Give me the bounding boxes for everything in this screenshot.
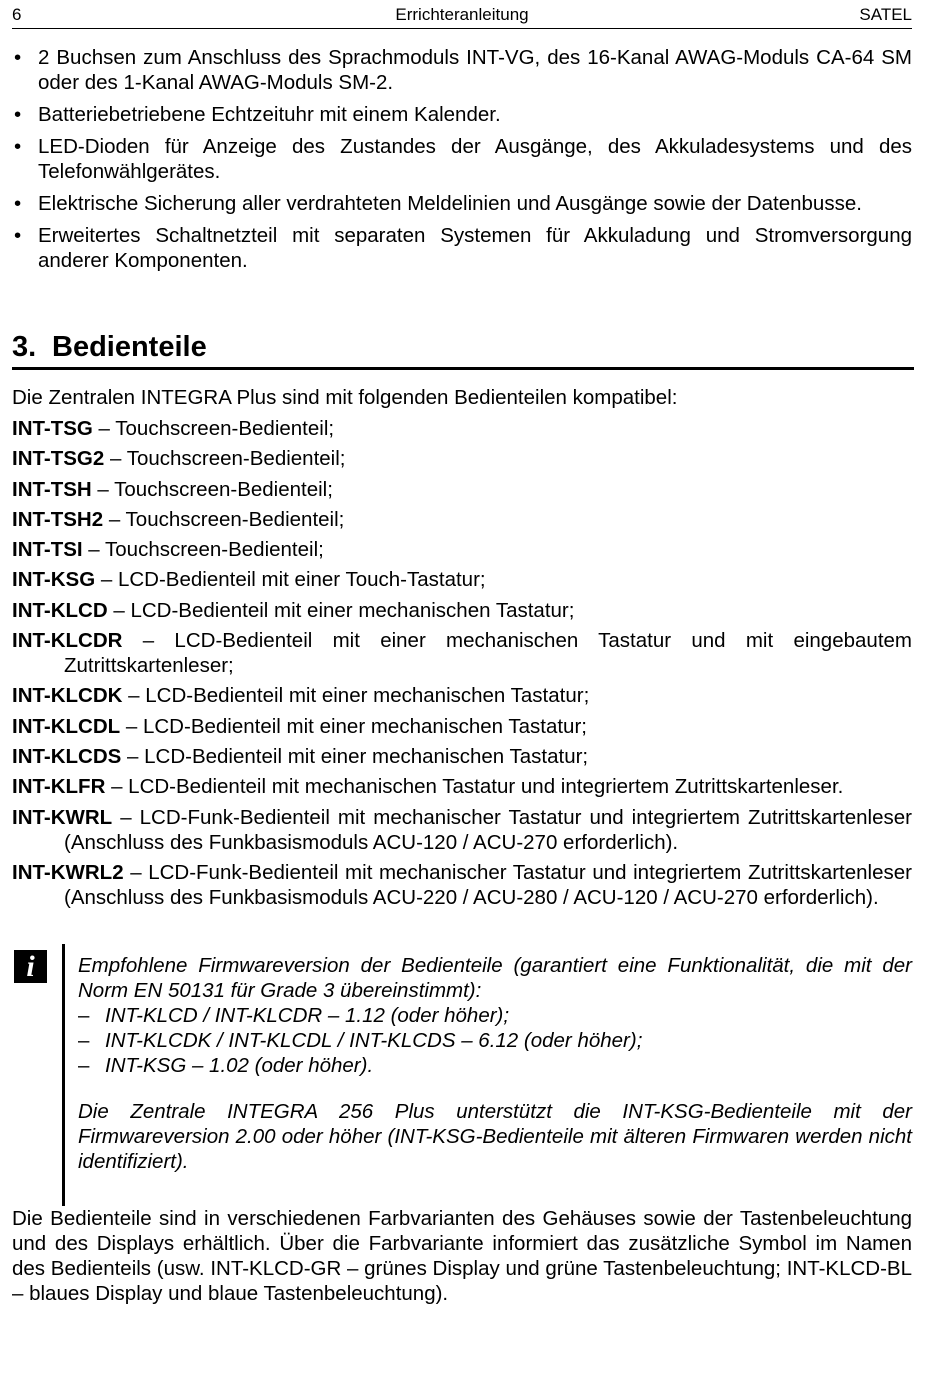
- list-item: [12, 567, 912, 592]
- section-heading: [12, 330, 914, 370]
- list-item: [12, 507, 912, 532]
- document-title: Errichteranleitung: [395, 5, 529, 24]
- note-list-item: – INT-KSG – 1.02 (oder höher).: [78, 1054, 374, 1077]
- dash-marker: –: [78, 1029, 90, 1052]
- list-item: [12, 714, 912, 739]
- model-desc: – Touchscreen-Bedienteil;: [92, 417, 335, 440]
- note-list-item: – INT-KLCD / INT-KLCDR – 1.12 (oder höher);: [78, 1004, 510, 1027]
- list-item: [12, 744, 912, 769]
- dash-marker: –: [78, 1004, 90, 1027]
- info-note: [12, 944, 912, 1206]
- model-desc: – LCD-Bedienteil mit einer mechanischen Tastatur;: [107, 598, 575, 622]
- list-item: [12, 598, 912, 623]
- model-name: INT-KWRL2: [12, 860, 124, 884]
- bullet-icon: •: [14, 103, 22, 126]
- model-name: INT-TSH: [12, 477, 92, 501]
- list-item: • Erweitertes Schaltnetzteil mit separaten Systemen für Akkuladung und Stromversorgung anderer Komponenten.: [14, 224, 912, 272]
- model-desc: – Touchscreen-Bedienteil;: [104, 447, 346, 471]
- model-desc: – LCD-Bedienteil mit einer mechanischen Tastatur;: [122, 684, 590, 708]
- bullet-icon: •: [14, 224, 22, 247]
- model-name: INT-TSG2: [12, 447, 105, 471]
- model-name: INT-KWRL: [12, 805, 113, 829]
- model-desc: – Touchscreen-Bedienteil;: [82, 538, 324, 562]
- model-desc: – LCD-Funk-Bedienteil mit mechanischer Tastatur und integriertem Zutrittskartenleser (Anschluss des Funkbasismoduls ACU-220 / ACU-280 / ACU-120 / ACU-270 erforderlich).: [64, 860, 912, 909]
- model-name: INT-KLCD: [12, 598, 108, 622]
- dash-marker: –: [78, 1054, 90, 1077]
- list-item: [12, 446, 912, 471]
- model-name: INT-KSG: [12, 568, 96, 592]
- closing-paragraph: Die Bedienteile sind in verschiedenen Farbvarianten des Gehäuses sowie der Tastenbeleuchtung und des Displays erhältlich. Über die Farbvariante informiert das zusätzliche Symbol im Namen des Bedienteils (usw. INT-KLCD-GR – grünes Display und grüne Tastenbeleuchtung; INT-KLCD-BL – blaues Display und blaue Tastenbeleuchtung).: [12, 1207, 912, 1305]
- model-desc: – LCD-Bedienteil mit mechanischen Tastatur und integriertem Zutrittskartenleser.: [105, 775, 844, 799]
- list-item: [12, 416, 912, 441]
- intro-paragraph: Die Zentralen INTEGRA Plus sind mit folgenden Bedienteilen kompatibel:: [12, 386, 678, 409]
- section-title: Bedienteile: [52, 331, 207, 363]
- model-name: INT-KLCDS: [12, 744, 122, 768]
- info-icon: i: [14, 950, 47, 983]
- keypad-list: [12, 416, 912, 915]
- bullet-icon: •: [14, 192, 22, 215]
- model-desc: – LCD-Bedienteil mit einer Touch-Tastatur;: [95, 568, 486, 592]
- section-number: 3.: [12, 331, 37, 363]
- note-divider: [62, 944, 65, 1206]
- model-desc: – LCD-Bedienteil mit einer mechanischen Tastatur und mit eingebautem Zutrittskartenleser;: [64, 629, 912, 678]
- model-name: INT-TSH2: [12, 507, 104, 531]
- page-number: 6: [12, 5, 22, 24]
- model-name: INT-KLCDR: [12, 629, 123, 653]
- note-text: Die Zentrale INTEGRA 256 Plus unterstützt die INT-KSG-Bedienteile mit der Firmwareversion 2.00 oder höher (INT-KSG-Bedienteile mit älteren Firmwaren werden nicht identifiziert).: [78, 1100, 912, 1173]
- model-desc: – LCD-Bedienteil mit einer mechanischen Tastatur;: [120, 714, 587, 738]
- list-item: • Batteriebetriebene Echtzeituhr mit einem Kalender.: [14, 103, 501, 126]
- model-desc: – LCD-Funk-Bedienteil mit mechanischer Tastatur und integriertem Zutrittskartenleser (Anschluss des Funkbasismoduls ACU-120 / ACU-270 erforderlich).: [64, 805, 912, 854]
- feature-list: [12, 45, 912, 280]
- bullet-icon: •: [14, 135, 22, 158]
- list-item: • 2 Buchsen zum Anschluss des Sprachmoduls INT-VG, des 16-Kanal AWAG-Moduls CA-64 SM oder des 1-Kanal AWAG-Moduls SM-2.: [14, 46, 912, 94]
- list-item: • LED-Dioden für Anzeige des Zustandes der Ausgänge, des Akkuladesystems und des Telefonwählgerätes.: [14, 135, 912, 183]
- model-desc: – LCD-Bedienteil mit einer mechanischen Tastatur;: [121, 744, 589, 768]
- model-desc: – Touchscreen-Bedienteil;: [91, 477, 333, 501]
- brand-name: SATEL: [859, 5, 912, 24]
- list-item: [12, 477, 912, 502]
- page-header: [12, 4, 912, 29]
- list-item: [12, 683, 912, 708]
- list-item: • Elektrische Sicherung aller verdrahteten Meldelinien und Ausgänge sowie der Datenbusse.: [14, 192, 862, 215]
- model-name: INT-KLCDK: [12, 684, 123, 708]
- list-item: [12, 860, 912, 910]
- note-list-item: – INT-KLCDK / INT-KLCDL / INT-KLCDS – 6.12 (oder höher);: [78, 1029, 643, 1052]
- list-item: [12, 805, 912, 855]
- note-intro: Empfohlene Firmwareversion der Bedienteile (garantiert eine Funktionalität, die mit der Norm EN 50131 für Grade 3 übereinstimmt):: [78, 954, 912, 1002]
- model-name: INT-TSI: [12, 538, 83, 562]
- note-body: [78, 953, 912, 1174]
- model-desc: – Touchscreen-Bedienteil;: [103, 507, 345, 531]
- model-name: INT-KLFR: [12, 775, 106, 799]
- list-item: [12, 774, 912, 799]
- model-name: INT-KLCDL: [12, 714, 121, 738]
- bullet-icon: •: [14, 46, 22, 69]
- list-item: [12, 537, 912, 562]
- model-name: INT-TSG: [12, 417, 93, 440]
- list-item: [12, 628, 912, 678]
